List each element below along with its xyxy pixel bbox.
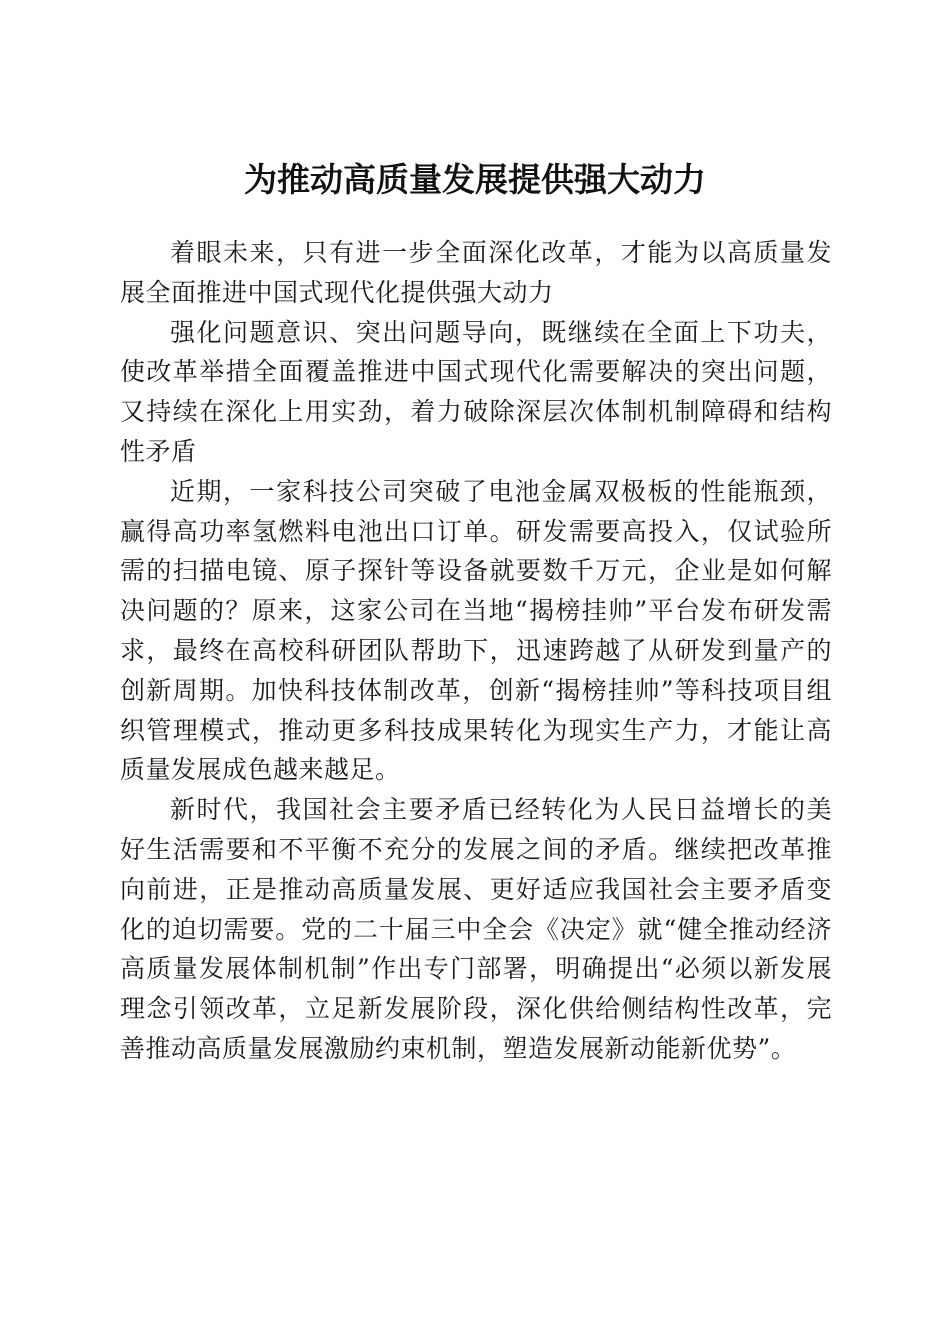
paragraph: 新时代，我国社会主要矛盾已经转化为人民日益增长的美好生活需要和不平衡不充分的发展之间的矛盾。继续把改革推向前进，正是推动高质量发展、更好适应我国社会主要矛盾变化的迫切需要。党的二十届三中全会《决定》就“健全推动经济高质量发展体制机制”作出专门部署，明确提出“必须以新发展理念引领改革，立足新发展阶段，深化供给侧结构性改革，完善推动高质量发展激励约束机制，塑造发展新动能新优势”。 <box>120 795 832 1063</box>
paragraph: 近期，一家科技公司突破了电池金属双极板的性能瓶颈，赢得高功率氢燃料电池出口订单。研发需要高投入，仅试验所需的扫描电镜、原子探针等设备就要数千万元，企业是如何解决问题的？原来，这家公司在当地“揭榜挂帅”平台发布研发需求，最终在高校科研团队帮助下，迅速跨越了从研发到量产的创新周期。加快科技体制改革，创新“揭榜挂帅”等科技项目组织管理模式，推动更多科技成果转化为现实生产力，才能让高质量发展成色越来越足。 <box>120 476 832 785</box>
document-title: 为推动高质量发展提供强大动力 <box>244 160 706 200</box>
paragraph: 着眼未来，只有进一步全面深化改革，才能为以高质量发展全面推进中国式现代化提供强大动力 <box>120 238 832 307</box>
document-body <box>120 233 832 1069</box>
paragraph: 强化问题意识、突出问题导向，既继续在全面上下功夫，使改革举措全面覆盖推进中国式现代化需要解决的突出问题，又持续在深化上用实劲，着力破除深层次体制机制障碍和结构性矛盾 <box>120 317 832 466</box>
